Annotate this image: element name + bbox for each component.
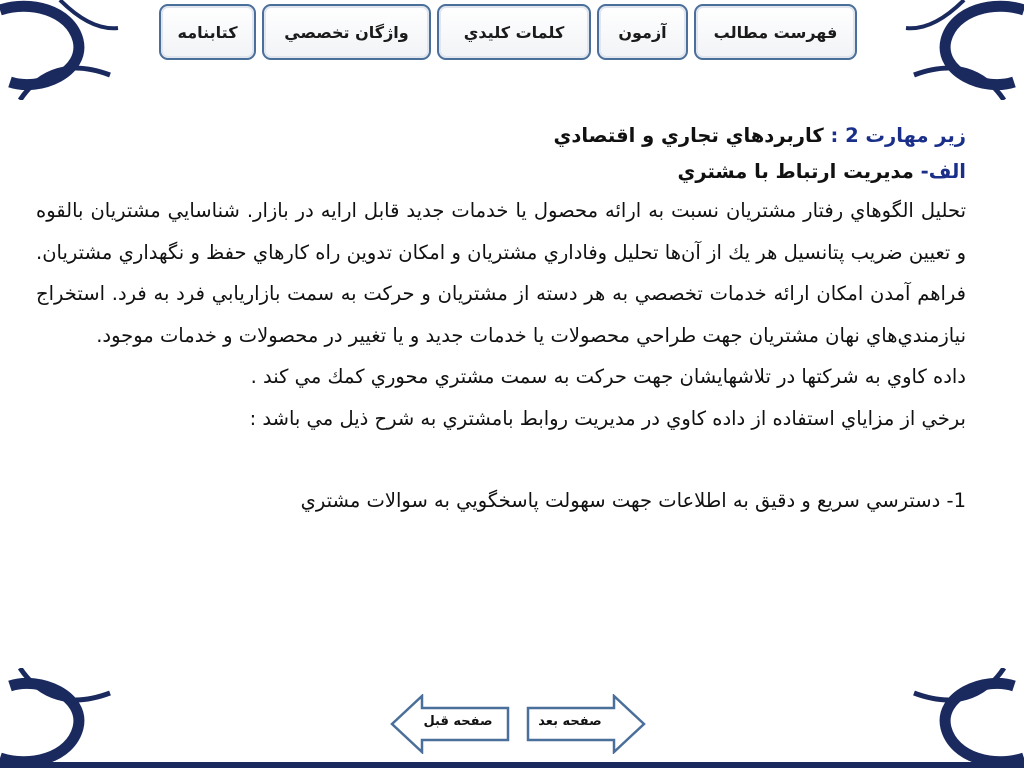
- body-line-3: برخي از مزاياي استفاده از داده كاوي در مديريت روابط بامشتري به شرح ذيل مي باشد :: [249, 406, 966, 430]
- body-paragraph: تحليل الگوهاي رفتار مشتريان نسبت به ارائه محصول يا خدمات جديد قابل ارايه در بازار. شناسايي مشتريان بالقوه و تعيين ضريب پتانسيل هر يك از آن‌ها تحليل وفاداري مشتريان و امكان تدوين راه كارهاي حفظ و نگهداري مشتريان. فراهم آمدن امكان ارائه خدمات تخصصي به هر دسته از مشتريان و حركت به سمت بازاريابي فرد به فرد. استخراج نيازمندي‌هاي نهان مشتريان جهت طراحي محصولات يا خدمات جديد و يا تغيير در محصولات و خدمات موجود.: [36, 199, 966, 347]
- subskill-label: زير مهارت 2 :: [830, 124, 966, 147]
- page-navigation: [390, 694, 640, 754]
- subskill-heading: [36, 118, 966, 154]
- spacer: [36, 439, 966, 480]
- corner-ornament-top-right: [904, 0, 1024, 100]
- lesson-content: [36, 118, 966, 522]
- top-navigation: [157, 4, 857, 60]
- section-heading: [36, 154, 966, 190]
- subskill-title: كاربردهاي تجاري و اقتصادي: [553, 124, 824, 147]
- keywords-button[interactable]: كلمات كليدي: [437, 4, 591, 60]
- quiz-button[interactable]: آزمون: [597, 4, 688, 60]
- bottom-border-bar: [0, 762, 1024, 768]
- corner-ornament-bottom-right: [904, 668, 1024, 768]
- section-title: مديريت ارتباط با مشتري: [677, 160, 914, 183]
- list-item: 1- دسترسي سريع و دقيق به اطلاعات جهت سهولت پاسخگويي به سوالات مشتري: [300, 489, 966, 512]
- previous-page-label: صفحه قبل: [423, 714, 493, 729]
- previous-page-button[interactable]: [390, 694, 510, 754]
- toc-button[interactable]: فهرست مطالب: [694, 4, 857, 60]
- next-page-label: صفحه بعد: [538, 714, 602, 729]
- section-label: الف-: [920, 160, 966, 183]
- body-line-2: داده كاوي به شركتها در تلاشهايشان جهت حركت به سمت مشتري محوري كمك مي كند .: [250, 365, 966, 388]
- bibliography-button[interactable]: كتابنامه: [159, 4, 256, 60]
- corner-ornament-bottom-left: [0, 668, 120, 768]
- corner-ornament-top-left: [0, 0, 120, 100]
- next-page-button[interactable]: [526, 694, 646, 754]
- glossary-button[interactable]: واژگان تخصصي: [262, 4, 431, 60]
